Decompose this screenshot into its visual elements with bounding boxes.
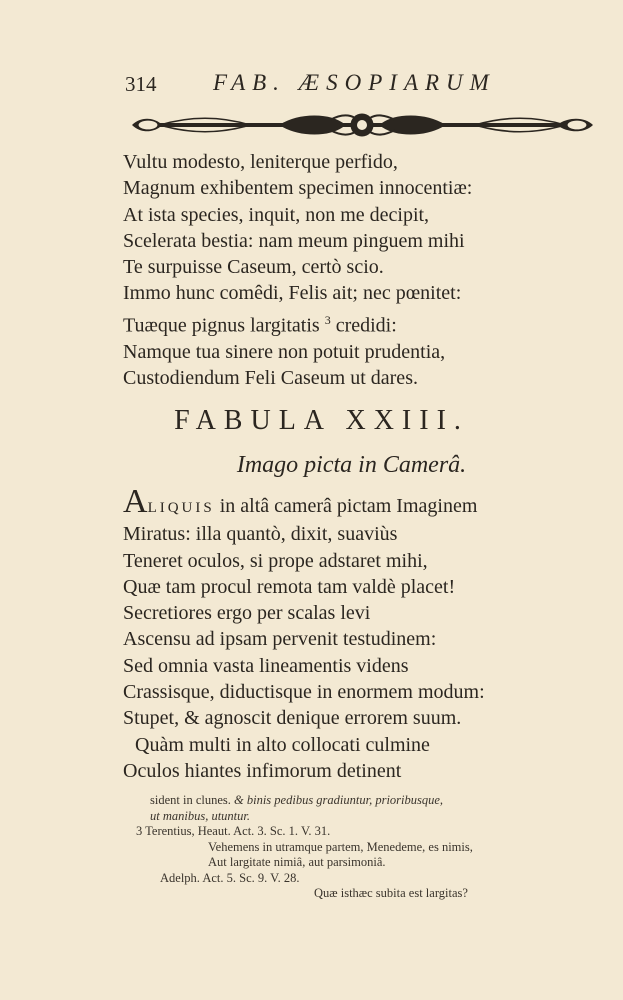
verse-line-text: Tuæque pignus largitatis [123,314,320,337]
footnote-citation: Adelph. Act. 5. Sc. 9. V. 28. [160,870,300,885]
footnote-text-italic: & binis pedibus gradiuntur, prioribusque, [234,793,444,807]
verse-first-line [123,483,485,521]
footnote-line [150,793,473,809]
verse-line: Te surpuisse Caseum, certò scio. [123,256,384,279]
verse-line: Oculos hiantes infimorum detinent [123,759,402,782]
page-header [125,70,525,104]
fable-heading: FABULA XXIII. [174,405,469,436]
verse-line: Sed omnia vasta lineamentis videns [123,654,409,677]
verse-line: Miratus: illa quantò, dixit, suaviùs [123,523,398,546]
verse-line: Quæ tam procul remota tam valdè placet! [123,575,456,598]
verse-line: Ascensu ad ipsam pervenit testudinem: [123,628,437,651]
verse-line: Custodiendum Feli Caseum ut dares. [123,367,418,390]
small-caps-word: LIQUIS [147,500,215,516]
verse-line: Immo hunc comêdi, Felis ait; nec pœnitet: [123,282,462,305]
footnote-marker: 3 [324,312,331,327]
verse-line-text: in altâ camerâ pictam Imaginem [219,495,478,517]
verse-block-top [123,149,472,391]
verse-line: Secretiores ergo per scalas levi [123,602,371,625]
verse-block-main [123,483,485,784]
verse-line: Quàm multi in alto collocati culmine [135,733,430,756]
verse-line-tail: credidi: [335,314,397,337]
verse-line: Namque tua sinere non potuit prudentia, [123,340,446,363]
verse-line: Vultu modesto, leniterque perfido, [123,151,398,173]
footnote-quote-line: Vehemens in utramque partem, Menedeme, es nimis, [208,839,473,854]
verse-line: Stupet, & agnoscit denique errorem suum. [123,707,462,730]
footnote-line: ut manibus, utuntur. [150,808,251,823]
verse-line: Magnum exhibentem specimen innocentiæ: [123,177,473,200]
verse-line: Teneret oculos, si prope adstaret mihi, [123,549,428,572]
drop-capital: A [123,483,148,520]
verse-line-with-note [123,307,472,339]
verse-line: Scelerata bestia: nam meum pinguem mihi [123,229,465,252]
page-number: 314 [125,72,157,96]
footnote-citation: 3 Terentius, Heaut. Act. 3. Sc. 1. V. 31. [136,824,331,838]
footnote-quote-line: Quæ isthæc subita est largitas? [314,886,468,900]
verse-line: Crassisque, diductisque in enormem modum: [123,681,485,704]
fable-subtitle: Imago picta in Camerâ. [236,452,467,478]
footnotes [136,793,473,902]
verse-line: At ista species, inquit, non me decipit, [123,203,430,226]
footnote-text: sident in clunes. [150,793,231,807]
running-title: FAB. ÆSOPIARUM [213,70,496,95]
footnote-quote-line: Aut largitate nimiâ, aut parsimoniâ. [208,855,386,869]
decorative-rule-ornament [130,110,595,140]
